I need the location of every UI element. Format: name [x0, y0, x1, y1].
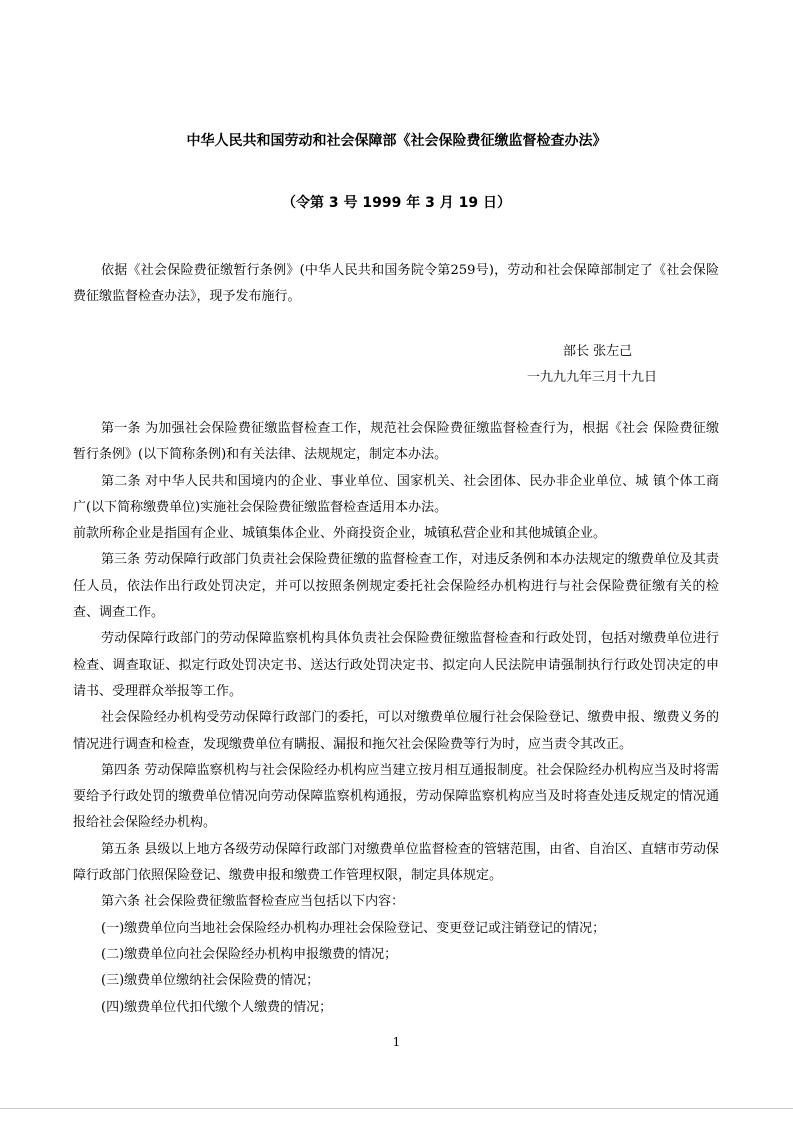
signature-title: 部长 张左己 — [563, 344, 633, 359]
article-paragraph: 社会保险经办机构受劳动保障行政部门的委托，可以对缴费单位履行社会保险登记、缴费申报、缴费义务的情况进行调查和检查，发现缴费单位有瞒报、漏报和拖欠社会保险费等行为时，应当责令其改正。 — [73, 710, 719, 752]
article-paragraph: 劳动保障行政部门的劳动保障监察机构具体负责社会保险费征缴监督检查和行政处罚，包括对缴费单位进行检查、调查取证、拟定行政处罚决定书、送达行政处罚决定书、拟定向人民法院申请强制执行行政处罚决定的申请书、受理群众举报等工作。 — [73, 631, 719, 699]
article-paragraph: 第五条 县级以上地方各级劳动保障行政部门对缴费单位监督检查的管辖范围，由省、自治区、直辖市劳动保障行政部门依照保险登记、缴费申报和缴费工作管理权限，制定具体规定。 — [73, 841, 719, 884]
page-number: 1 — [392, 1035, 401, 1049]
preamble-block — [73, 258, 719, 310]
article-paragraph: 第四条 劳动保障监察机构与社会保险经办机构应当建立按月相互通报制度。社会保险经办机构应当及时将需要给予行政处罚的缴费单位情况向劳动保障监察机构通报，劳动保障监察机构应当及时将查处违反规定的情况通报给社会保险经办机构。 — [73, 762, 719, 831]
article-paragraph: (三)缴费单位缴纳社会保险费的情况； — [101, 973, 320, 989]
signature-date: 一九九九年三月十九日 — [527, 370, 658, 385]
article-paragraph: 第二条 对中华人民共和国境内的企业、事业单位、国家机关、社会团体、民办非企业单位、城 镇个体工商广(以下简称缴费单位)实施社会保险费征缴监督检查适用本办法。 — [73, 473, 719, 515]
articles-block — [73, 416, 719, 1021]
article-paragraph: (一)缴费单位向当地社会保险经办机构办理社会保险登记、变更登记或注销登记的情况； — [101, 920, 606, 936]
article-paragraph: 第三条 劳动保障行政部门负责社会保险费征缴的监督检查工作，对违反条例和本办法规定的缴费单位及其责任人员，依法作出行政处罚决定，并可以按照条例规定委托社会保险经办机构进行与社会保险费征缴有关的检查、调查工作。 — [73, 552, 719, 621]
document-title: 中华人民共和国劳动和社会保障部《社会保险费征缴监督检查办法》 — [186, 133, 607, 149]
article-paragraph: 第一条 为加强社会保险费征缴监督检查工作，规范社会保险费征缴监督检查行为，根据《社会 保险费征缴暂行条例》(以下简称条例)和有关法律、法规规定，制定本办法。 — [73, 421, 719, 463]
article-paragraph: (四)缴费单位代扣代缴个人缴费的情况； — [101, 999, 333, 1015]
article-paragraph: (二)缴费单位向社会保险经办机构申报缴费的情况； — [101, 946, 398, 962]
article-paragraph: 第六条 社会保险费征缴监督检查应当包括以下内容： — [101, 894, 405, 910]
document-subtitle: （令第 3 号 1999 年 3 月 19 日） — [282, 195, 511, 211]
page-bottom-divider — [0, 1108, 793, 1109]
article-paragraph: 前款所称企业是指国有企业、城镇集体企业、外商投资企业，城镇私营企业和其他城镇企业。 — [73, 526, 607, 542]
preamble-paragraph: 依据《社会保险费征缴暂行条例》(中华人民共和国务院令第259号)，劳动和社会保障部制定了《社会保险费征缴监督检查办法》，现予发布施行。 — [73, 263, 719, 304]
